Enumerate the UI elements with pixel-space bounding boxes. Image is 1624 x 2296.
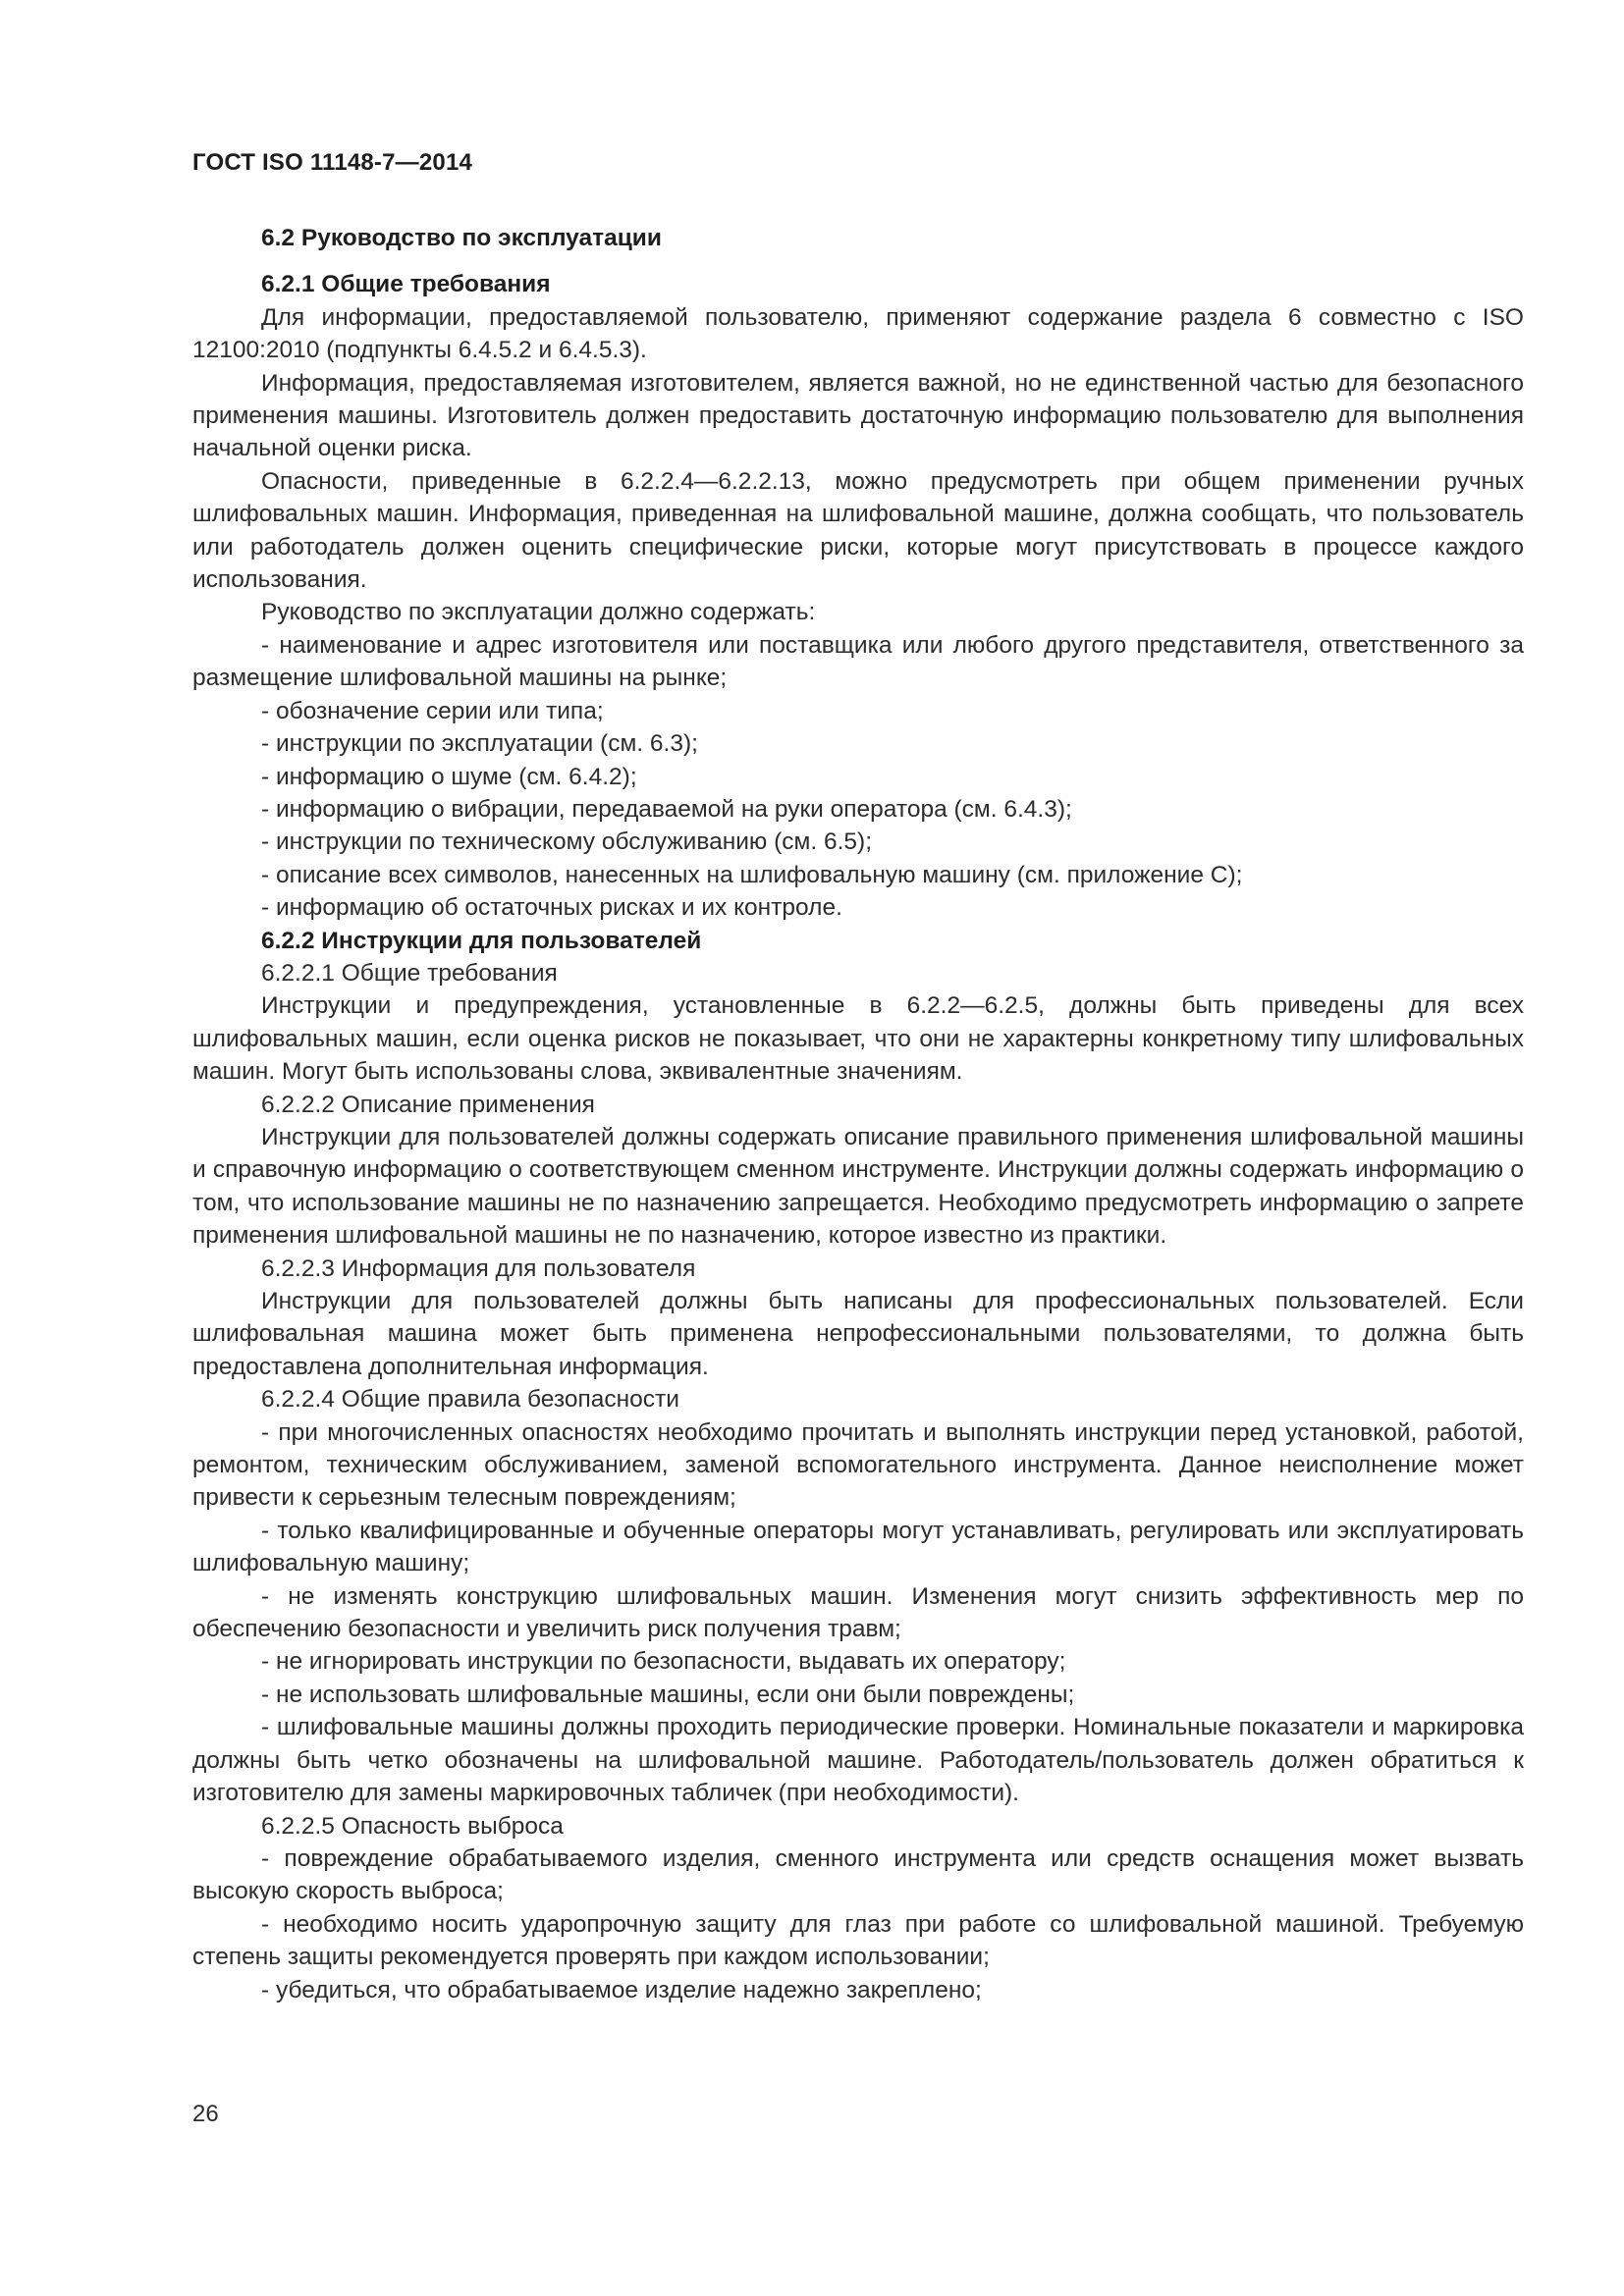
clause-title: 6.2.2.3 Информация для пользователя <box>261 1255 696 1282</box>
document-header: ГОСТ ISO 11148-7—2014 <box>192 149 473 176</box>
paragraph: Инструкции для пользователей должны содержать описание правильного применения шлифовальной машины и справочную информацию о соответствующем сменном инструменте. Инструкции должны содержать информацию о том, что использование машины не по назначению запрещается. Необходимо предусмотреть информацию о запрете применения шлифовальной машины не по назначению, которое известно из практики. <box>192 1123 1524 1250</box>
list-item: - при многочисленных опасностях необходимо прочитать и выполнять инструкции перед установкой, работой, ремонтом, техническим обслуживанием, заменой вспомогательного инструмента. Данное неисполнение может привести к серьезным телесным повреждениям; <box>192 1418 1524 1512</box>
list-item: - только квалифицированные и обученные операторы могут устанавливать, регулировать или эксплуатировать шлифовальную машину; <box>192 1517 1524 1577</box>
paragraph: Инструкции для пользователей должны быть написаны для профессиональных пользователей. Если шлифовальная машина может быть применена непрофессиональными пользователями, то должна быть предоставлена дополнительная информация. <box>192 1288 1524 1380</box>
clause-title: 6.2.2.1 Общие требования <box>261 959 558 987</box>
list-item: - наименование и адрес изготовителя или поставщика или любого другого представителя, ответственного за размещение шлифовальной машины на рынке; <box>192 631 1524 692</box>
list-item: - описание всех символов, нанесенных на шлифовальную машину (см. приложение С); <box>261 861 1243 888</box>
subsection-title: 6.2.1 Общие требования <box>261 271 551 298</box>
clause-title: 6.2.2.2 Описание применения <box>261 1091 595 1118</box>
list-item: - обозначение серии или типа; <box>261 697 604 724</box>
paragraph: Опасности, приведенные в 6.2.2.4—6.2.2.13, можно предусмотреть при общем применении ручных шлифовальных машин. Информация, приведенная на шлифовальной машине, должна сообщать, что пользователь или работодатель должен оценить специфические риски, которые могут присутствовать в процессе каждого использования. <box>192 467 1524 594</box>
list-item: - не игнорировать инструкции по безопасности, выдавать их оператору; <box>261 1648 1066 1676</box>
list-item: - инструкции по техническому обслуживанию (см. 6.5); <box>261 828 872 856</box>
list-item: - убедиться, что обрабатываемое изделие надежно закреплено; <box>261 1976 982 2003</box>
list-item: - шлифовальные машины должны проходить периодические проверки. Номинальные показатели и маркировка должны быть четко обозначены на шлифовальной машине. Работодатель/пользователь должен обратиться к изготовителю для замены маркировочных табличек (при необходимости). <box>192 1714 1524 1807</box>
list-item: - информацию об остаточных рисках и их контроле. <box>261 894 842 922</box>
document-body <box>192 222 1524 2006</box>
list-item: - не изменять конструкцию шлифовальных машин. Изменения могут снизить эффективность мер по обеспечению безопасности и увеличить риск получения травм; <box>192 1582 1524 1643</box>
paragraph: Руководство по эксплуатации должно содержать: <box>261 599 816 626</box>
list-item: - инструкции по эксплуатации (см. 6.3); <box>261 730 698 758</box>
section-title: 6.2 Руководство по эксплуатации <box>261 225 662 251</box>
list-item: - необходимо носить ударопрочную защиту для глаз при работе со шлифовальной машиной. Требуемую степень защиты рекомендуется проверять при каждом использовании; <box>192 1910 1524 1971</box>
paragraph: Информация, предоставляемая изготовителем, является важной, но не единственной частью для безопасного применения машины. Изготовитель должен предоставить достаточную информацию пользователю для выполнения начальной оценки риска. <box>192 369 1524 462</box>
paragraph: Для информации, предоставляемой пользователю, применяют содержание раздела 6 совместно с ISO 12100:2010 (подпункты 6.4.5.2 и 6.4.5.3). <box>192 303 1524 364</box>
page-number: 26 <box>192 2101 219 2127</box>
list-item: - повреждение обрабатываемого изделия, сменного инструмента или средств оснащения может вызвать высокую скорость выброса; <box>192 1844 1524 1905</box>
subsection-title: 6.2.2 Инструкции для пользователей <box>261 927 702 954</box>
clause-title: 6.2.2.4 Общие правила безопасности <box>261 1386 679 1414</box>
paragraph: Инструкции и предупреждения, установленные в 6.2.2—6.2.5, должны быть приведены для всех шлифовальных машин, если оценка рисков не показывает, что они не характерны конкретному типу шлифовальных машин. Могут быть использованы слова, эквивалентные значениям. <box>192 992 1524 1086</box>
list-item: - не использовать шлифовальные машины, если они были повреждены; <box>261 1681 1075 1708</box>
clause-title: 6.2.2.5 Опасность выброса <box>261 1812 564 1840</box>
list-item: - информацию о шуме (см. 6.4.2); <box>261 763 637 790</box>
list-item: - информацию о вибрации, передаваемой на руки оператора (см. 6.4.3); <box>261 795 1072 823</box>
